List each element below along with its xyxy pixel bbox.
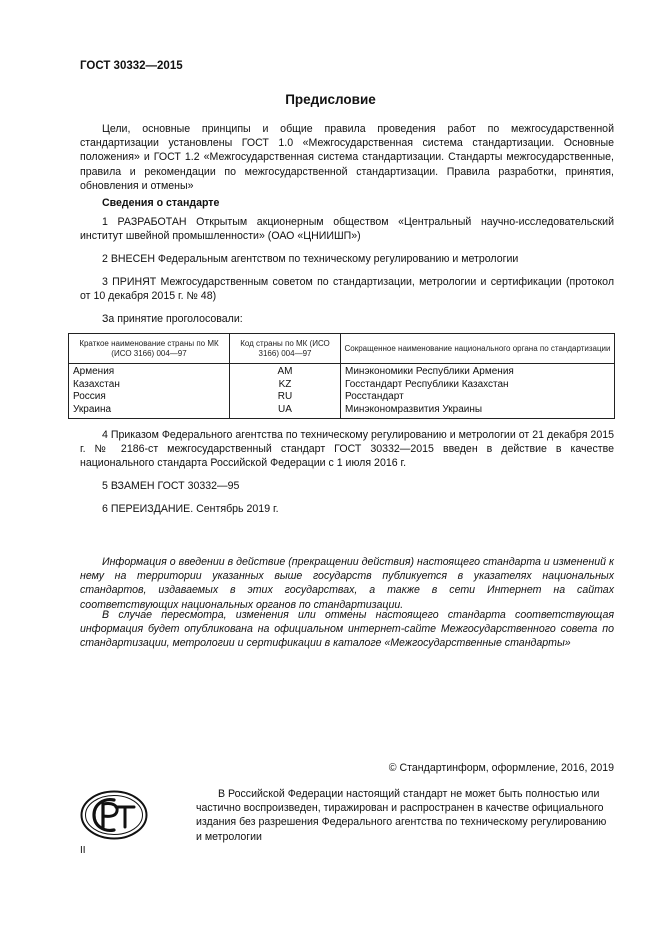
country-cell: Украина [69, 404, 230, 419]
table-row [69, 404, 615, 419]
body-cell: Росстандарт [341, 391, 615, 404]
intro-paragraph: Цели, основные принципы и общие правила проведения работ по межгосударственной стандартизации установлены ГОСТ 1.0 «Межгосударственная система стандартизации. Основные положения» и ГОСТ 1.2 «Межгосударственная система стандартизации. Стандарты межгосударственные, правила и рекомендации по межгосударственной стандартизации. Правила разработки, принятия, обновления и отмены» [80, 123, 614, 192]
document-code-header: ГОСТ 30332—2015 [80, 60, 183, 72]
table-row [69, 364, 615, 379]
item-reissue: 6 ПЕРЕИЗДАНИЕ. Сентябрь 2019 г. [102, 503, 279, 515]
country-cell: Россия [69, 391, 230, 404]
section-heading-info: Сведения о стандарте [102, 197, 220, 209]
country-cell: Казахстан [69, 379, 230, 392]
code-cell: AM [230, 364, 341, 379]
item-replaces: 5 ВЗАМЕН ГОСТ 30332—95 [102, 480, 240, 492]
body-cell: Госстандарт Республики Казахстан [341, 379, 615, 392]
item-enacted: 4 Приказом Федерального агентства по техническому регулированию и метрологии от 21 декабря 2015 г. № 2186-ст межгосударственный стандарт ГОСТ 30332—2015 введен в действие в качестве национального стандарта Российской Федерации с 1 июля 2016 г. [80, 429, 614, 470]
copyright-line: © Стандартинформ, оформление, 2016, 2019 [388, 762, 614, 774]
note-info: Информация о введении в действие (прекращении действия) настоящего стандарта и изменений к нему на территории указанных выше государств публикуется в указателях национальных стандартов, издаваемых в этих государствах, а также в сети Интернет на сайтах соответствующих национальных органов по стандартизации. [80, 556, 614, 611]
body-cell: Минэкономики Республики Армения [341, 364, 615, 379]
table-row [69, 391, 615, 404]
body-cell: Минэкономразвития Украины [341, 404, 615, 419]
note-revision: В случае пересмотра, изменения или отмены настоящего стандарта соответствующая информация будет опубликована на официальном интернет-сайте Межгосударственного совета по стандартизации, метрологии и сертификации в каталоге «Межгосударственные стандарты» [80, 609, 614, 650]
rst-certification-logo [80, 790, 148, 840]
reproduction-notice: В Российской Федерации настоящий стандарт не может быть полностью или частично воспроизведен, тиражирован и распространен в качестве официального издания без разрешения Федерального агентства по техническому регулированию и метрологии [196, 788, 607, 843]
page-title: Предисловие [285, 92, 376, 107]
table-header-country: Краткое наименование страны по МК (ИСО 3166) 004—97 [69, 334, 230, 364]
code-cell: KZ [230, 379, 341, 392]
table-header-code: Код страны по МК (ИСО 3166) 004—97 [230, 334, 341, 364]
code-cell: UA [230, 404, 341, 419]
countries-table [68, 333, 615, 419]
table-header-body: Сокращенное наименование национального органа по стандартизации [341, 334, 615, 364]
item-developed: 1 РАЗРАБОТАН Открытым акционерным обществом «Центральный научно-исследовательский институт швейной промышленности» (ОАО «ЦНИИШП») [80, 216, 614, 243]
country-cell: Армения [69, 364, 230, 379]
item-introduced: 2 ВНЕСЕН Федеральным агентством по техническому регулированию и метрологии [102, 253, 519, 265]
page-number: II [80, 845, 86, 856]
item-voted: За принятие проголосовали: [102, 313, 243, 325]
table-header-row [69, 334, 615, 364]
table-row [69, 379, 615, 392]
item-adopted: 3 ПРИНЯТ Межгосударственным советом по стандартизации, метрологии и сертификации (протокол от 10 декабря 2015 г. № 48) [80, 276, 614, 303]
code-cell: RU [230, 391, 341, 404]
